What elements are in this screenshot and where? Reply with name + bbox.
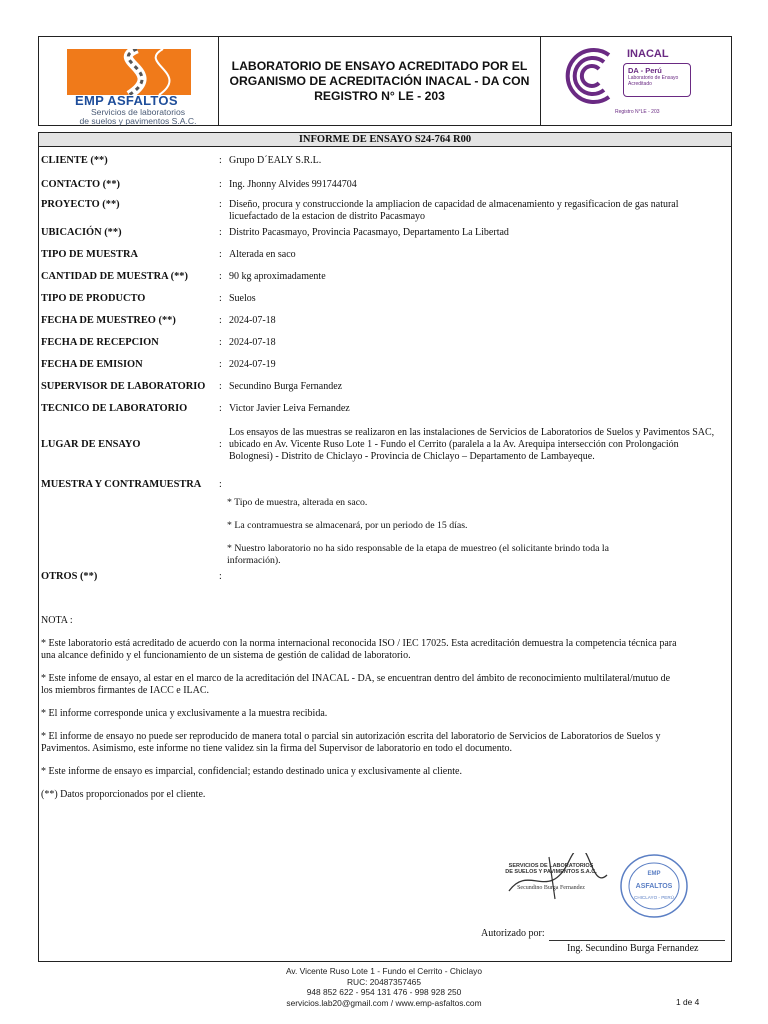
- field-colon: :: [219, 249, 222, 260]
- field-value: Diseño, procura y construccionde la ampliacion de capacidad de almacenamiento y regasificacion de gas natural licuefactado de la estacion de distrito Pacasmayo: [229, 199, 679, 222]
- field-row: [41, 315, 727, 327]
- field-value: [229, 479, 727, 491]
- note-item: * Este informe de ensayo es imparcial, confidencial; estando destinado unica y exclusivamente al cliente.: [41, 766, 462, 777]
- note-item: * Este infome de ensayo, al estar en el marco de la acreditación del INACAL - DA, se encuentran dentro del ámbito de reconocimiento multilateral/mutuo de los miembros firmantes de IACC e ILAC.: [41, 673, 671, 696]
- report-title: INFORME DE ENSAYO S24-764 R00: [39, 133, 731, 147]
- field-value: 2024-07-19: [229, 359, 276, 370]
- field-colon: :: [219, 227, 222, 238]
- field-colon: :: [219, 271, 222, 282]
- field-value: Suelos: [229, 293, 256, 304]
- footer-address: Av. Vicente Ruso Lote 1 - Fundo el Cerrito - Chiclayo: [286, 966, 482, 976]
- field-value: Alterada en saco: [229, 249, 296, 260]
- field-value: Secundino Burga Fernandez: [229, 381, 343, 392]
- field-label: UBICACIÓN (**): [41, 227, 122, 238]
- svg-text:ASFALTOS: ASFALTOS: [635, 883, 673, 890]
- field-row: [41, 337, 727, 349]
- footer-contact: servicios.lab20@gmail.com / www.emp-asfaltos.com: [286, 997, 482, 1008]
- field-colon: :: [219, 199, 222, 210]
- field-colon: :: [219, 359, 222, 370]
- field-label: TECNICO DE LABORATORIO: [41, 403, 188, 414]
- field-label: FECHA DE MUESTREO (**): [41, 315, 176, 326]
- field-row: [41, 359, 727, 371]
- field-row: [41, 249, 727, 261]
- field-colon: :: [219, 439, 222, 450]
- field-colon: :: [219, 293, 222, 304]
- field-row: [41, 293, 727, 305]
- inacal-name: INACAL: [627, 48, 669, 60]
- svg-text:Secundino Burga Fernandez: Secundino Burga Fernandez: [517, 885, 585, 891]
- field-label: FECHA DE EMISION: [41, 359, 143, 370]
- company-logo: [39, 37, 219, 125]
- note-item: * El informe corresponde unica y exclusivamente a la muestra recibida.: [41, 708, 328, 719]
- signature-stamp: [489, 853, 619, 913]
- authorized-by-label: Autorizado por:: [481, 928, 545, 939]
- inacal-circles-icon: [557, 45, 621, 107]
- muestra-bullet: * Nuestro laboratorio no ha sido responsable de la etapa de muestreo (el solicitante brindo toda la información).: [227, 543, 609, 566]
- field-colon: :: [219, 381, 222, 392]
- inacal-da-box: DA - Perú Laboratorio de Ensayo Acreditado: [623, 63, 691, 97]
- field-value: Distrito Pacasmayo, Provincia Pacasmayo, Departamento La Libertad: [229, 227, 509, 238]
- field-colon: :: [219, 179, 222, 190]
- company-seal-icon: [619, 853, 689, 919]
- field-colon: :: [219, 155, 222, 166]
- field-label: OTROS (**): [41, 571, 98, 582]
- note-item: (**) Datos proporcionados por el cliente.: [41, 789, 206, 800]
- field-label: FECHA DE RECEPCION: [41, 337, 159, 348]
- page-number: 1 de 4: [676, 997, 700, 1007]
- field-label: TIPO DE MUESTRA: [41, 249, 138, 260]
- lab-accreditation-title: LABORATORIO DE ENSAYO ACREDITADO POR EL ORGANISMO DE ACREDITACIÓN INACAL - DA CON REGISTRO N° LE - 203: [219, 37, 541, 125]
- svg-text:CHICLAYO - PERÚ: CHICLAYO - PERÚ: [634, 895, 674, 900]
- muestra-bullet: * Tipo de muestra, alterada en saco.: [227, 497, 368, 508]
- field-label: MUESTRA Y CONTRAMUESTRA: [41, 479, 202, 490]
- field-value: Los ensayos de las muestras se realizaron en las instalaciones de Servicios de Laboratorios de Suelos y Pavimentos SAC, ubicado en Av. Vicente Ruso Lote 1 - Fundo el Cerrito (paralela a la Av. Arequipa intersección con Prolongación Bolognesi) - Distrito de Chiclayo - Provincia de Chiclayo – Departamento de Lambayeque.: [229, 427, 715, 462]
- inacal-registro: Registro N°LE - 203: [615, 109, 660, 115]
- field-value: Victor Javier Leiva Fernandez: [229, 403, 350, 414]
- muestra-bullet: * La contramuestra se almacenará, por un periodo de 15 días.: [227, 520, 468, 531]
- field-row: [41, 155, 727, 167]
- field-value: Grupo D´EALY S.R.L.: [229, 155, 322, 166]
- field-value: 2024-07-18: [229, 315, 276, 326]
- inacal-logo: [541, 37, 731, 125]
- page-footer: [0, 966, 768, 1008]
- footer-ruc: RUC: 20487357465: [346, 976, 422, 987]
- field-row: [41, 479, 727, 491]
- field-label: LUGAR DE ENSAYO: [41, 439, 141, 450]
- field-label: PROYECTO (**): [41, 199, 120, 210]
- field-label: CANTIDAD DE MUESTRA (**): [41, 271, 188, 282]
- notes-section: [41, 615, 727, 812]
- field-row: [41, 427, 727, 463]
- logo-brand-text: EMP ASFALTOS: [75, 93, 178, 108]
- field-colon: :: [219, 337, 222, 348]
- svg-text:DE SUELOS Y PAVIMENTOS S.A.C.: DE SUELOS Y PAVIMENTOS S.A.C.: [505, 869, 597, 875]
- muestra-bullets: [227, 497, 647, 578]
- document-header: [38, 36, 732, 126]
- note-item: * Este laboratorio está acreditado de acuerdo con la norma internacional reconocida ISO / IEC 17025. Esta acreditación demuestra la competencia técnica para una alcance definido y el funcionamiento de un sistema de gestión de calidad de laboratorio.: [41, 638, 677, 661]
- field-label: CLIENTE (**): [41, 155, 108, 166]
- notes-heading: NOTA :: [41, 615, 73, 626]
- road-logo-icon: [67, 49, 191, 95]
- report-frame: [38, 132, 732, 962]
- field-row: [41, 179, 727, 191]
- field-value: 2024-07-18: [229, 337, 276, 348]
- note-item: * El informe de ensayo no puede ser reproducido de manera total o parcial sin autorización escrita del laboratorio de Servicios de Laboratorios de Suelos y Pavimentos. Asimismo, este informe no tiene validez sin la firma del Supervisor de laboratorio en todo el documento.: [41, 731, 661, 754]
- field-colon: :: [219, 571, 222, 582]
- signature-line: [549, 940, 725, 941]
- field-label: CONTACTO (**): [41, 179, 120, 190]
- field-row: [41, 381, 727, 393]
- field-row: [41, 403, 727, 415]
- signer-name: Ing. Secundino Burga Fernandez: [567, 943, 699, 954]
- field-colon: :: [219, 403, 222, 414]
- field-row: [41, 227, 727, 239]
- field-colon: :: [219, 479, 222, 490]
- svg-text:EMP: EMP: [647, 871, 661, 877]
- footer-phones: 948 852 622 - 954 131 476 - 998 928 250: [306, 987, 462, 997]
- field-row: [41, 271, 727, 283]
- svg-text:SERVICIOS DE LABORATORIOS: SERVICIOS DE LABORATORIOS: [508, 863, 594, 869]
- field-colon: :: [219, 315, 222, 326]
- field-value: Ing. Jhonny Alvides 991744704: [229, 179, 357, 190]
- field-row: [41, 199, 727, 223]
- field-label: TIPO DE PRODUCTO: [41, 293, 146, 304]
- field-label: SUPERVISOR DE LABORATORIO: [41, 381, 206, 392]
- logo-subtitle: Servicios de laboratorios de suelos y pavimentos S.A.C.: [79, 107, 197, 126]
- field-value: 90 kg aproximadamente: [229, 271, 326, 282]
